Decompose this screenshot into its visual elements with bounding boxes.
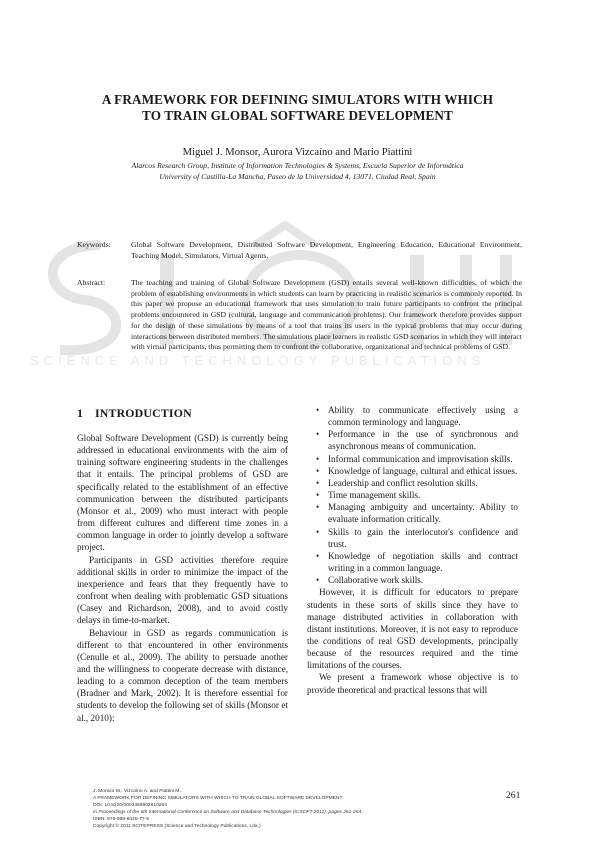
list-item <box>307 501 518 525</box>
list-item-text: Informal communication and improvisation skills. <box>328 453 513 464</box>
bullet-icon: • <box>316 502 320 513</box>
title-line-2: TO TRAIN GLOBAL SOFTWARE DEVELOPMENT <box>142 108 453 123</box>
affiliation-line-1: Alarcos Research Group, Institute of Information Technologies & Systems, Escuela Superior de Informática <box>131 161 464 170</box>
bullet-icon: • <box>316 490 320 501</box>
footer-line: In Proceedings of the 6th International Conference on Software and Database Technologies (ICSOFT-2011), pages 261-264 <box>93 810 362 815</box>
keywords-text: Global Software Development, Distributed Software Development, Engineering Education, Educational Environment, Teaching Model, Simulators, Virtual Agents. <box>131 240 522 260</box>
footer-line: ISBN: 978-989-8425-77-5 <box>93 817 150 822</box>
list-item-text: Time management skills. <box>328 490 421 501</box>
bullet-icon: • <box>316 453 320 464</box>
footer-citation <box>93 788 493 830</box>
footer-line: J. Monsor M., Vizcaíno A. and Piattini M.. <box>93 789 183 794</box>
paragraph: Global Software Development (GSD) is currently being addressed in educational environments with the aim of training software engineering students in the challenges that it entails. The principal problems of GSD are specifically related to the establishment of an effective communication between the distributed participants (Monsor et al., 2009) who must interact with people from different cultures and different time zones in a common language in order to jointly develop a software project. <box>77 433 288 553</box>
affiliation <box>60 160 535 182</box>
list-item-text: Managing ambiguity and uncertainty. Ability to evaluate information critically. <box>328 502 518 525</box>
section-title: INTRODUCTION <box>95 406 192 420</box>
abstract-text: The teaching and training of Global Software Development (GSD) entails several well-known difficulties, of which the problem of establishing environments in which students can learn by practicing in realistic scenarios is commonly reported. In this paper we propose an educational framework that uses simulation to train future participants to confront the principal problems encountered in GSD (cultural, language and communication problems). Our framework therefore provides support for the design of these simulations by means of a tool that trains its users in the typical problems that may occur during interactions between distributed members. The simulations place learners in realistic GSD scenarios in which they will interact with virtual participants, thus permitting them to confront the collaborative, organizational and technical problems of GSD. <box>131 278 522 352</box>
title-line-1: A FRAMEWORK FOR DEFINING SIMULATORS WITH WHICH <box>101 92 494 107</box>
paragraph: However, it is difficult for educators to prepare students in these sorts of skills since they have to manage distributed activities in collaboration with distant institutions. Moreover, it is not easy to reproduce the conditions of real GSD developments, principally because of the resources required and the time limitations of the courses. <box>307 587 518 671</box>
list-item <box>307 489 518 501</box>
bullet-icon: • <box>316 405 320 415</box>
list-item-text: Performance in the use of synchronous and asynchronous means of communication. <box>328 429 518 452</box>
list-item-text: Knowledge of negotiation skills and contract writing in a common language. <box>328 550 518 574</box>
bullet-icon: • <box>316 465 320 476</box>
list-item <box>307 404 518 428</box>
bullet-icon: • <box>316 550 320 561</box>
abstract-label: Abstract: <box>77 278 106 287</box>
list-item <box>307 428 518 452</box>
list-item-text: Knowledge of language, cultural and ethical issues. <box>328 465 518 476</box>
watermark-text: SCIENCE AND TECHNOLOGY PUBLICATIONS <box>30 353 486 368</box>
right-column <box>307 404 518 696</box>
paragraph: Participants in GSD activities therefore require additional skills in order to minimize the impact of the inexperience and fears that they frequently have to confront when dealing with problematic GSD situations (Casey and Richardson, 2008), and to avoid costly delays in time-to-market. <box>77 554 288 626</box>
footer-line: Copyright © 2011 SCITEPRESS (Science and Technology Publications, Lda.) <box>93 824 261 829</box>
bullet-icon: • <box>316 429 320 440</box>
authors: Miguel J. Monsor, Aurora Vizcaíno and Mario Piattini <box>182 147 413 158</box>
bullet-icon: • <box>316 575 320 586</box>
section-heading <box>77 406 192 421</box>
list-item <box>307 477 518 489</box>
list-item-text: Ability to communicate effectively using a common terminology and language. <box>328 405 518 428</box>
list-item <box>307 574 518 586</box>
list-item-text: Leadership and conflict resolution skills. <box>328 477 478 488</box>
paper-title <box>60 92 535 124</box>
left-column <box>77 432 288 724</box>
paragraph: Behaviour in GSD as regards communication is different to that encountered in other environments (Cenulle et al., 2009). The ability to persuade another and the willingness to cooperate decrease with distance, leading to a common deception of the team members (Bradner and Mark, 2002). It is therefore essential for students to develop the following set of skills (Monsor et al., 2010): <box>77 627 288 723</box>
list-item <box>307 465 518 477</box>
list-item-text: Skills to gain the interlocutor's confidence and trust. <box>328 526 518 549</box>
keywords-label: Keywords: <box>77 240 111 249</box>
skills-list <box>307 404 518 586</box>
section-number: 1 <box>77 406 84 420</box>
paragraph: We present a framework whose objective is to provide theoretical and practical lessons that will <box>307 672 518 695</box>
bullet-icon: • <box>316 477 320 488</box>
footer-line: A FRAMEWORK FOR DEFINING SIMULATORS WITH WHICH TO TRAIN GLOBAL SOFTWARE DEVELOPMENT. <box>93 796 344 801</box>
list-item <box>307 526 518 550</box>
affiliation-line-2: University of Castilla-La Mancha, Paseo de la Universidad 4, 13071, Ciudad Real, Spain <box>159 172 436 181</box>
bullet-icon: • <box>316 526 320 537</box>
footer-line: DOI: 10.5220/0003459902610264 <box>93 803 167 808</box>
list-item <box>307 550 518 574</box>
list-item <box>307 453 518 465</box>
page-number: 261 <box>506 790 521 801</box>
list-item-text: Collaborative work skills. <box>328 575 424 586</box>
